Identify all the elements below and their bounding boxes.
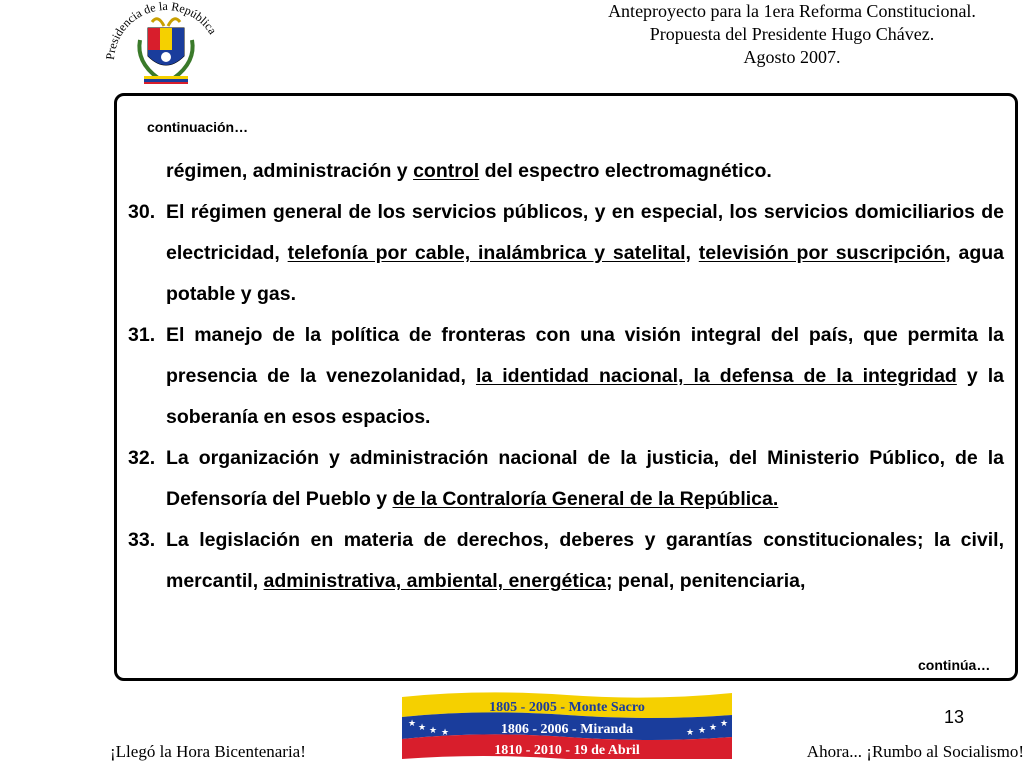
- header-line-2: Propuesta del Presidente Hugo Chávez.: [649, 24, 935, 44]
- svg-text:★: ★: [698, 726, 707, 736]
- svg-text:★: ★: [441, 728, 450, 738]
- svg-text:★: ★: [686, 728, 695, 738]
- lead-line: régimen, administración y control del espectro electromagnético.: [166, 160, 772, 182]
- footer-slogan-right: Ahora... ¡Rumbo al Socialismo!: [806, 742, 1024, 761]
- svg-text:★: ★: [709, 723, 718, 733]
- list-item: [128, 192, 1004, 315]
- banner-line-3: 1810 - 2010 - 19 de Abril: [494, 743, 640, 758]
- bicentennial-banner-icon: [402, 689, 732, 759]
- svg-text:★: ★: [408, 719, 417, 729]
- item-text: El régimen general de los servicios públicos, y en especial, los servicios domiciliarios de electricidad, telefonía por cable, inalámbrica y satelital, televisión por suscripción, agua potable y gas.: [166, 201, 1005, 305]
- item-number: 30.: [128, 201, 156, 223]
- list-item: [128, 438, 1004, 520]
- item-number: 32.: [128, 447, 156, 469]
- banner-line-2: 1806 - 2006 - Miranda: [500, 722, 634, 737]
- item-number: 33.: [128, 529, 156, 551]
- item-number: 31.: [128, 324, 156, 346]
- seal-text: Presidencia de la República: [102, 0, 220, 61]
- page-number: 13: [944, 707, 965, 727]
- continuation-top: continuación…: [147, 119, 249, 135]
- item-text: El manejo de la política de fronteras con una visión integral del país, que permita la presencia de la venezolanidad, la identidad nacional, la defensa de la integridad y la soberanía en esos espacios.: [166, 324, 1005, 428]
- list-item: [128, 315, 1004, 438]
- item-text: La organización y administración nacional de la justicia, del Ministerio Público, de la Defensoría del Pueblo y de la Contraloría General de la República.: [166, 447, 1004, 510]
- header-line-3: Agosto 2007.: [743, 47, 841, 67]
- svg-text:★: ★: [720, 719, 729, 729]
- header-line-1: Anteproyecto para la 1era Reforma Constitucional.: [608, 1, 976, 21]
- footer-slogan-left: ¡Llegó la Hora Bicentenaria!: [110, 742, 306, 761]
- document-header: [560, 0, 1024, 69]
- article-list: [128, 151, 1004, 602]
- svg-text:★: ★: [429, 726, 438, 736]
- item-text: La legislación en materia de derechos, deberes y garantías constitucionales; la civil, mercantil, administrativa, ambiental, energética; penal, penitenciaria,: [166, 529, 1004, 592]
- continuation-bottom: continúa…: [918, 657, 991, 673]
- presidency-seal-icon: [100, 0, 230, 90]
- banner-line-1: 1805 - 2005 - Monte Sacro: [489, 700, 645, 715]
- svg-text:★: ★: [418, 723, 427, 733]
- list-item: [128, 520, 1004, 602]
